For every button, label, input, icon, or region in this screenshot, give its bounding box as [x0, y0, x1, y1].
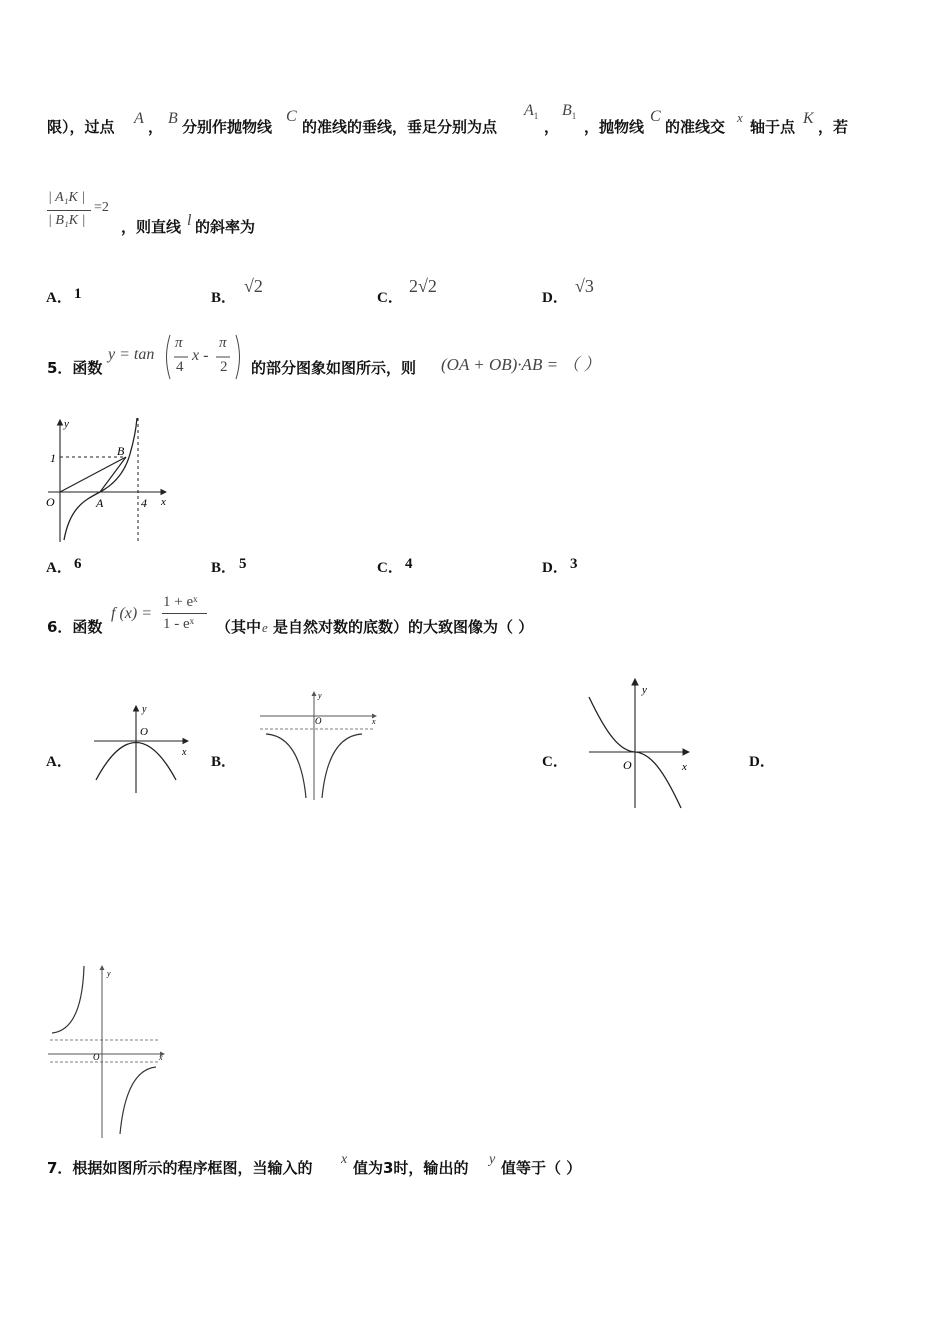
- q5-text-2: 的部分图象如图所示，则: [251, 359, 417, 377]
- q6-fx: f (x) =: [111, 605, 152, 622]
- q5-label-4: 4: [141, 496, 147, 510]
- q5-option-b-label: B．: [211, 560, 237, 576]
- q4-option-b-label: B．: [211, 290, 237, 306]
- q6-option-b-label: B．: [211, 754, 237, 770]
- q4-option-a-label: A．: [46, 290, 72, 306]
- q4-text-8: ，则直线: [121, 218, 182, 236]
- q5-label-y: y: [64, 418, 69, 430]
- q6-c-x: x: [682, 761, 687, 773]
- q7-text-2: 值为3时，输出的: [353, 1159, 469, 1177]
- q4-text-6: 轴于点: [750, 118, 796, 136]
- q4-text-1: 限），过点: [47, 118, 115, 136]
- q6-number: 6．函数: [47, 618, 103, 636]
- q4-option-d-label: D．: [542, 290, 568, 306]
- q5-option-d-value: 3: [570, 556, 578, 572]
- q5-arg-num1: π: [175, 335, 183, 351]
- q5-option-c-value: 4: [405, 556, 413, 572]
- q5-tan-curve: [64, 418, 137, 540]
- q7-text-3: 值等于（ ）: [501, 1159, 582, 1177]
- q5-label-o: O: [46, 495, 55, 509]
- q5-option-a-value: 6: [74, 556, 82, 572]
- q6-text-2: （其中: [216, 618, 262, 636]
- q7-text-1: 7．根据如图所示的程序框图，当输入的: [47, 1159, 313, 1177]
- q6-option-b-graph: [258, 688, 383, 803]
- q4-option-c-value: 2√2: [409, 276, 437, 296]
- q5-segment-ob: [60, 457, 126, 492]
- q4-option-d-value: √3: [575, 276, 594, 296]
- q6-e: e: [262, 620, 268, 635]
- q4-comma-2: ，: [544, 118, 560, 136]
- q4-option-a-value: 1: [74, 286, 82, 302]
- q6-a-o: O: [140, 726, 148, 738]
- q5-segment-ab: [100, 457, 126, 492]
- q5-label-1: 1: [50, 451, 56, 465]
- q6-fraction-bar: [162, 613, 207, 614]
- q6-d-y: y: [107, 969, 111, 978]
- q5-option-a-label: A．: [46, 560, 72, 576]
- q4-line-l: l: [187, 212, 192, 229]
- q6-c-y: y: [642, 684, 647, 696]
- q4-fraction-equals: =2: [94, 200, 109, 215]
- q4-text-9: 的斜率为: [195, 218, 256, 236]
- q4-text-7: ，若: [818, 118, 849, 136]
- q4-var-x: x: [737, 110, 743, 125]
- q5-arg-den1: 4: [176, 359, 184, 375]
- q4-text-3: 的准线的垂线，垂足分别为点: [302, 118, 498, 136]
- q6-text-3: 是自然对数的底数）的大致图像为（ ）: [273, 618, 534, 636]
- q5-func: y = tan: [108, 346, 155, 363]
- q6-denominator: 1 - eˣ: [163, 616, 194, 632]
- q5-label-a: A: [96, 496, 104, 510]
- q4-comma-1: ，: [148, 118, 164, 136]
- q5-option-d-label: D．: [542, 560, 568, 576]
- q6-d-o: O: [93, 1052, 100, 1062]
- q6-a-x: x: [182, 747, 187, 758]
- q5-tangent-graph: [40, 412, 180, 547]
- q5-option-c-label: C．: [377, 560, 403, 576]
- q4-point-k: K: [803, 110, 814, 127]
- q6-option-c-label: C．: [542, 754, 568, 770]
- q5-label-x: x: [161, 496, 166, 508]
- q6-numerator: 1 + eˣ: [163, 594, 198, 610]
- q6-c-o: O: [623, 758, 632, 772]
- q6-a-y: y: [142, 704, 147, 715]
- q5-number: 5．函数: [47, 359, 103, 377]
- q4-text-5: 的准线交: [665, 118, 726, 136]
- q4-curve-c: C: [286, 108, 297, 125]
- q5-vector-expression: (OA + OB)·AB = （ ）: [441, 355, 601, 374]
- q7-var-x: x: [341, 1152, 348, 1167]
- q4-point-a1: $A_1$: [524, 102, 539, 122]
- q4-point-a: A: [134, 110, 144, 127]
- q4-fraction-bar: [47, 210, 91, 211]
- q5-arg-num2: π: [219, 335, 227, 351]
- q5-arg-den2: 2: [220, 359, 228, 375]
- q6-b-y: y: [318, 691, 322, 700]
- q6-d-x: x: [159, 1053, 163, 1062]
- q6-option-a-graph: [90, 700, 195, 795]
- q6-b-o: O: [315, 716, 322, 726]
- q5-option-b-value: 5: [239, 556, 247, 572]
- q6-option-d-graph: [46, 962, 171, 1140]
- q6-option-d-label: D．: [749, 754, 775, 770]
- q6-option-c-graph: [585, 675, 700, 810]
- q4-text-4: ，抛物线: [584, 118, 645, 136]
- q4-text-2: 分别作抛物线: [182, 118, 273, 136]
- q7-var-y: y: [489, 1152, 496, 1167]
- q6-b-x: x: [372, 717, 376, 726]
- q4-option-c-label: C．: [377, 290, 403, 306]
- q4-point-b1: $B_1$: [562, 102, 577, 122]
- q4-fraction-denominator: | B₁K |: [48, 213, 86, 228]
- q5-label-b: B: [117, 444, 125, 458]
- q4-fraction-numerator: | A₁K |: [48, 190, 86, 205]
- q5-arg-x: x -: [192, 347, 209, 364]
- q4-point-b: B: [168, 110, 178, 127]
- q6-option-a-label: A．: [46, 754, 72, 770]
- q4-curve-c2: C: [650, 108, 661, 125]
- q4-option-b-value: √2: [244, 276, 263, 296]
